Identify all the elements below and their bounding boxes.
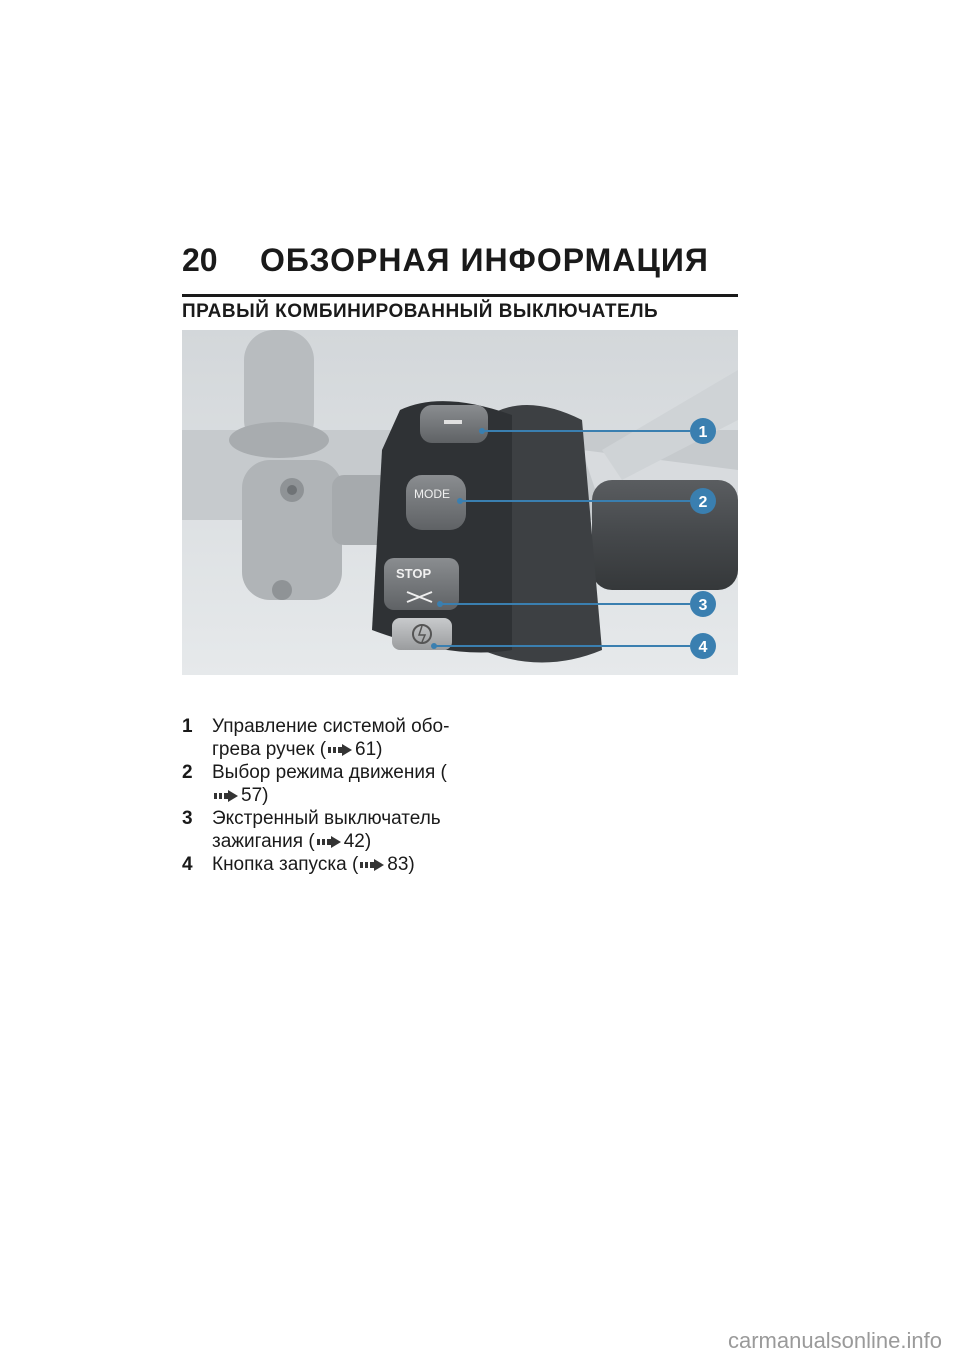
mode-label: MODE [414,487,450,501]
legend-item [182,715,472,761]
header-rule [182,294,738,297]
svg-text:4: 4 [698,639,708,656]
page-reference-arrow-icon [214,790,238,802]
page-reference-arrow-icon [317,836,341,848]
legend-number: 1 [182,716,193,737]
page-header [182,242,738,282]
legend-description: Экстренный выключатель зажигания [212,808,441,852]
handlebar-switch-illustration [182,330,738,675]
legend-item [182,853,472,876]
page-reference-arrow-icon [360,859,384,871]
page-reference-arrow-icon [328,744,352,756]
svg-text:2: 2 [698,494,708,511]
page-reference-link[interactable]: 83) [387,854,415,875]
page-reference-link[interactable]: 57) [241,785,269,806]
page-number: 20 [182,242,218,278]
ref-open-paren: ( [308,831,315,852]
legend-item [182,807,472,853]
ref-open-paren: ( [440,762,447,783]
legend-text [212,853,472,876]
ref-open-paren: ( [351,854,359,875]
legend-description: Выбор режима движения [212,762,436,783]
figure-legend [182,715,472,876]
legend-number: 3 [182,808,193,829]
legend-item [182,761,472,807]
legend-number: 4 [182,854,193,875]
legend-text [212,761,472,807]
legend-description: Управление системой обо-грева ручек [212,716,450,760]
stop-label: STOP [396,566,432,581]
legend-text [212,807,472,853]
page-reference-link[interactable]: 61) [355,739,383,760]
legend-description: Кнопка запуска [212,854,347,875]
svg-text:3: 3 [698,597,708,614]
legend-text [212,715,472,761]
handlebar-switch-figure [182,330,738,675]
section-title: ПРАВЫЙ КОМБИНИРОВАННЫЙ ВЫКЛЮЧАТЕЛЬ [182,301,659,322]
page-reference-link[interactable]: 42) [343,831,372,852]
legend-number: 2 [182,762,193,783]
chapter-title: ОБЗОРНАЯ ИНФОРМАЦИЯ [260,242,709,278]
mode-button [406,475,466,530]
ref-open-paren: ( [319,739,327,760]
watermark: carmanualsonline.info [727,1328,942,1353]
svg-text:1: 1 [698,424,708,441]
